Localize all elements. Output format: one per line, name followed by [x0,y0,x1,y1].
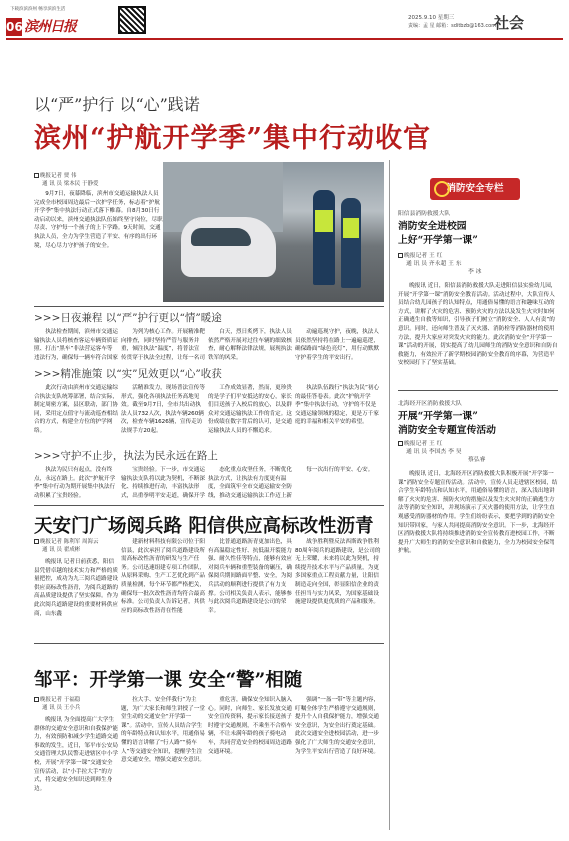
story1-photo [163,162,384,302]
story1-title: 滨州“护航开学季”集中行动收官 [34,123,432,154]
issue-date: 2025.9.10 星期三 [408,15,455,21]
story2-col3: 比普通道路沥青更加出色，具有高温稳定性好、抗低温开裂能力强、耐久性佳等特点，能够有效应对阅兵车辆和重型装备的碾压，确保阅兵期间路面平整、安全，为阅兵活动的顺利进行提供了有力支撑。公司相关负责人表示，能够参与此次阅兵道路建设是公司的荣幸。 [208,539,292,614]
story1-sec1-col2: 为列为核心工作。开展精准靶向排查，同时坚持严管与服务并重，倾注执法“温度”，将普法宣传贯穿于执法全过程，让每一名司 [121,329,205,361]
paper-name: 滨州日报 [24,19,76,35]
sidebar-divider [389,160,390,830]
story1-sec3-col4: 每一次出行的平安、心安。 [306,467,374,473]
story1-section-3: >>>守护不止步，执法为民永远在路上 [34,450,218,462]
story1-sec3-col3: 态化重点攻坚任务，不断优化执法方式，让执法有力度更有温度，全面筑牢全市交通运输安全防线，推动交通运输执法工作迈上新 [208,467,292,499]
sidebar1-kicker: 阳信县消防救援大队 [398,211,451,217]
story1-sec2-col3: 工作成效显著，然而，更珍贵的是学子们平安抵达的安心，家长们目送孩子入校后的放心，以及群众对交通运输执法工作的肯定。这份成绩在数字背后的认可，是交通运输执法人员的不懈追求。 [208,385,292,434]
sidebar2-body: 晚报讯 近日，北海经开区消防救援大队积极开展“开学第一课”消防安全专题宣传活动。活动中，宣传人员走进辖区校园，结合学生年龄特点和认知水平，用通俗易懂的语言，深入浅出地讲解了火灾的危害、预防火灾的措施以及发生火灾时的正确逃生方法等消防安全知识，并现场演示了灭火器的使用方法，让学生直观感受消防器材的作用。学生们纷纷表示，要把学到的消防安全知识带回家，与家人共同提高消防安全意识。下一步，北海经开区消防救援大队将持续推进消防安全宣传教育进校园工作，不断提升广大师生的消防安全意识和自救能力，全力为校园安全保驾护航。 [398,471,558,555]
divider [34,643,384,644]
sidebar1-byline: 晚报记者 王 红 通 讯 员 齐永超 王 东 李 冰 [398,252,481,276]
byline-mark-icon [34,539,39,544]
story1-sec3-col1: 执法为民只有起点，没有终点，永远在路上。此次“护航开学季”集中行动为期开展集中执法行动积累了宝贵经验。 [34,467,116,499]
story3-col2: 拉大手、安全伴我行”为主题，为广大家长和师生讲授了一堂堂生动的交通安全“开学第一课”。活动中，宣传人员结合学生的年龄特点和认知水平，用通俗易懂的语言讲解了“行人路”“骑车人”等交通安全知识，提醒学生注意交通安全，增强交通安全意识。 [121,697,205,764]
story1-sec2-col4: 执法队伍践行“执法为民”初心的最佳答卷表。此次“护航开学季”集中执法行动，守护的不仅是交通运输领域的稳定，更是万千家庭的幸福和相关平安的希望。 [295,385,380,426]
story2-col2: 建新材料科技有限公司位于阳信县，此次承担了阅兵道路建设所需高标改性沥青的研发与生产任务。公司迅速组建专项工作团队，从原料采购、生产工艺优化到产品质量检测，每个环节都严格把关，确保每一批次改性沥青均符合最高标准。公司负责人告诉记者，其供应的高标改性沥青在性能 [121,539,205,614]
divider [34,505,384,506]
story1-section-1: >>>日夜兼程 以“严”护行更以“情”暖途 [34,312,222,324]
sidebar2-byline: 晚报记者 王 红 通 讯 员 李国杰 李 昊 蔡弘睿 [398,440,485,464]
story2-title: 天安门广场阅兵路 阳信供应高标改性沥青 [34,516,374,537]
divider [34,306,384,307]
story3-title: 邹平：开学第一课 安全“警”相随 [34,670,303,691]
sidebar1-body: 晚报讯 近日，阳信县消防救援大队走进阳信县实验幼儿园，开展“开学第一课”消防安全教育活动。活动过程中，大队宣传人员结合幼儿园孩子的认知特点，用通俗易懂的语言和趣味互动的方式，讲解了火灾的危害、预防火灾的方法以及发生火灾时如何正确逃生自救等知识，引导孩子们树立“消防安全、人人有责”的意识。同时，还向师生普及了灭火器、消防栓等消防器材的使用方法，提升大家应对突发火灾的能力。此次消防安全“开学第一课”活动的开展，切实提高了幼儿园师生的消防安全意识和自防自救能力，有效拉开了新学期校园消防安全教育的序幕，为营造平安校园打下了坚实基础。 [398,283,558,367]
qr-code-icon [118,6,146,34]
editor-info: 责编：孟 星 邮箱：sditbzb@163.com [408,23,497,29]
story1-sec1-col1: 执法检查期间，滨州市交通运输执法人员将核查客运车辆资质证照、打击“黑车”非法营运客车等违法行为，确保每一辆车符合国家 [34,329,118,361]
story2-col4: 战争胜利暨反法西斯战争胜利80周年阅兵的道路建设，是公司的无上荣耀，未来将以此为契机，持续提升技术水平与产品质量，为更多国家重点工程贡献力量，让阳信制造走向全国，彰显阳信企业的责任担当与实力风采，为国家基础设施建设提供更优质的产品和服务。 [295,539,381,606]
fire-safety-badge: 消防安全专栏 [430,178,520,200]
fire-emblem-icon [434,181,450,197]
story1-sec1-col3: 白天，烈日炙烤下，执法人员依然严格开展对过往车辆的细致核查，耐心解释法律法规，展现执法铁军的风采。 [208,329,292,361]
section-name: 社会 [494,14,525,32]
byline-mark-icon [398,253,403,258]
story1-subtitle: 以“严”护行 以“心”践诺 [34,95,200,114]
byline-mark-icon [34,697,39,702]
story1-sec3-col2: 宝贵经验。下一步，市交通运输执法支队将以此为契机，不断深化、持续推进行动，丰富执法形式，出重拳明平安走道，确保开学 [121,467,205,499]
sidebar1-title-2: 上好“开学第一课” [398,235,478,246]
sidebar2-kicker: 北海经开区消防救援大队 [398,401,462,407]
sidebar2-title-2: 消防安全专题宣传活动 [398,425,496,436]
byline-mark-icon [34,173,39,178]
byline-mark-icon [398,441,403,446]
header-slogan: 下载滨滨滨州 畅享滨滨生活 [10,7,66,12]
story1-sec2-col1: 此次行动由滨州市交通运输综合执法支队统筹部署，结合实际，制定周密方案，县区联动，部门协同，采用定点值守与流动巡查相结合的方式，构建全方位的护学网络。 [34,385,118,434]
story2-col1: 晚报讯 记者日前获悉，阳信县凭借卓越的技术实力和严格的质量把控，成功为九三阅兵道路建设供应高标改性沥青，为阅兵道路的高品质建设提供了坚实保障。作为此次阅兵道路建设的重要材料供应商，山东鑫 [34,559,118,617]
story1-lead: 9月7日，夜幕降临，滨州市交通运输执法人员完成全市校园周边最后一次护学任务，标志着“护航开学季”集中执法行动正式落下帷幕。自8月30日行动启动以来，滨州交通执法队伍始终坚守岗位，尽职尽责、守护每一个孩子的上下学路。9天时间，交通执法人员，全力为学生营造了平安、有序的出行环境，尽心尽力守护孩子的安全。 [34,191,163,249]
sidebar2-title-1: 开展“开学第一课” [398,411,478,422]
divider [398,390,558,391]
story1-sec2-col2: 活精准发力，现场普法宣传等形式，强化各项执法任务高地见效。截至9月7日，全市共出动执法人员732人次，执法车辆260辆次，检查车辆1626辆，宣传走访法规手方20起。 [121,385,205,434]
page-number: 06 [6,20,23,34]
story3-col3: 重危害，确保安全知识入脑入心。同时，向师生、家长发放交通安全宣传资料，提示家长接送孩子时遵守交通规则，不乘坐不合格车辆，不让未满年龄的孩子骑电动车，共同营造安全的校园周边道路交通环境。 [208,697,292,755]
story2-byline: 晚报记者 陈利军 周海云 通 讯 员 翟成彬 [34,538,99,554]
header-rule [6,38,563,40]
story3-col4: 强调“一盔一带”等主题内容，叮嘱全体学生严格遵守交通规则，提升个人自我保护能力，增强交通安全意识，为安全出行奠定基础。此次交通安全进校园活动，进一步强化了广大师生的交通安全意识，为学生平安出行营造了良好环境。 [295,697,380,755]
story3-col1: 晚报讯 为全面提高广大学生群体的交通安全意识和自我保护能力，有效预防和减少学生道路交通事故的发生，近日，邹平市公安局交通管理大队民警走进辖区中小学校，开展“开学第一课”交通安全宣传活动，以“小手拉大手”的方式，将交通安全知识送到师生身边。 [34,717,118,792]
story1-byline: 晚报记者 贾 伟 通 讯 员 梁本民 于静爱 [34,172,99,188]
story1-sec1-col4: 动遍巡现守护，夜晚，执法人员依然坚持将在路上一遍遍巡逻，确保路面“绿色亮灯”，用行动默默守护着学生的平安出行。 [295,329,380,361]
story1-section-2: >>>精准施策 以“实”见效更以“心”收获 [34,368,222,380]
story3-byline: 晚报记者 于福稳 通 讯 员 王小兵 [34,696,80,712]
sidebar1-title-1: 消防安全进校园 [398,221,467,232]
